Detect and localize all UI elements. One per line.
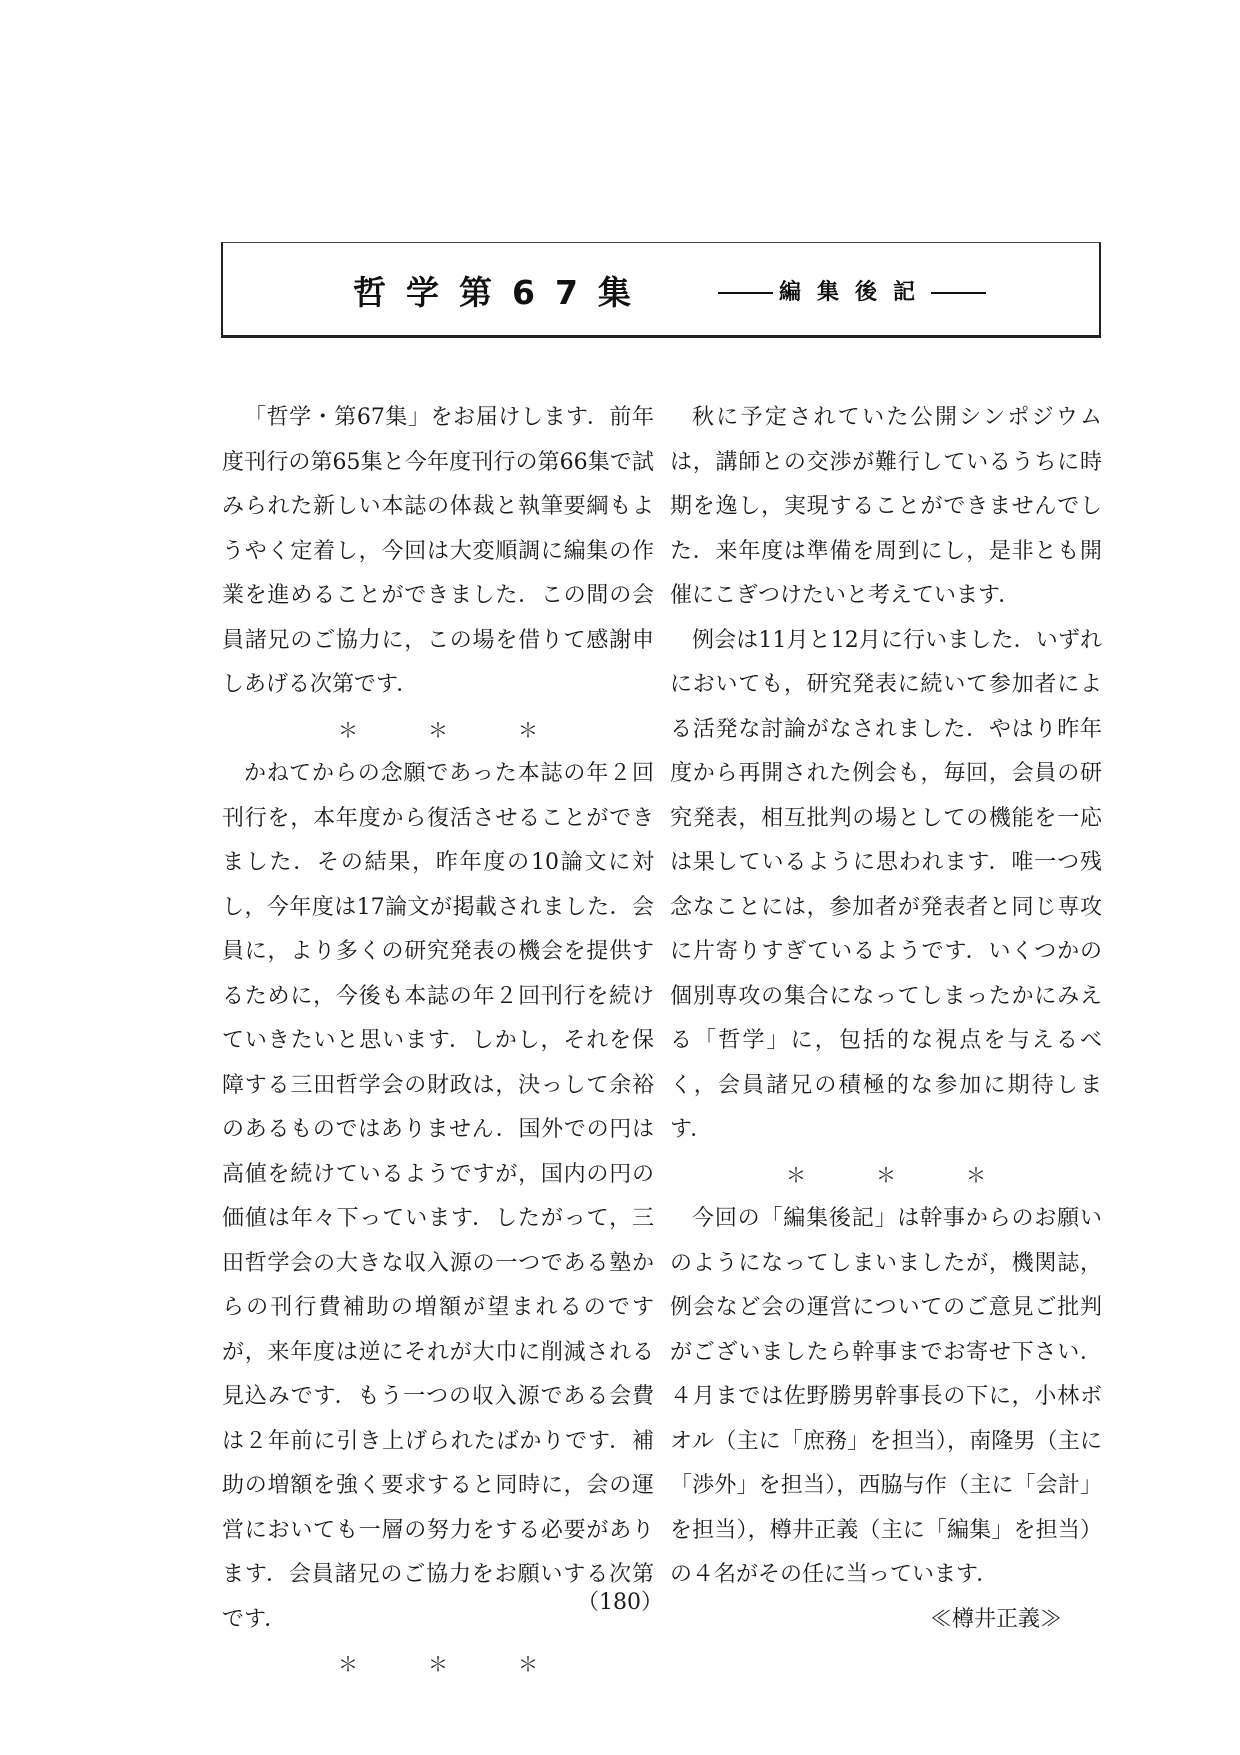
author-signature: ≪樽井正義≫ (929, 1606, 1062, 1632)
section-divider: ＊＊＊ (338, 1652, 608, 1676)
page-number: （180） (577, 1590, 663, 1615)
paragraph: 今回の「編集後記」は幹事からのお願いのようになってしまいましたが，機関誌，例会など会の運営についてのご意見ご批判がございましたら幹事までお寄せ下さい．４月までは佐野勝男幹事長の下に，小林ボオル（主に「庶務」を担当），南隆男（主に「渉外」を担当），西脇与作（主に「会計」を担当），樽井正義（主に「編集」を担当）の４名がその任に当っています． (670, 1206, 1102, 1587)
section-divider: ＊＊＊ (786, 1162, 1056, 1187)
left-column (222, 396, 654, 1687)
section-divider: ＊＊＊ (338, 717, 608, 742)
subtitle-dash-right (931, 292, 986, 294)
right-column (670, 396, 1102, 1642)
paragraph: かねてからの念願であった本誌の年２回刊行を，本年度から復活させることができました．その結果，昨年度の10論文に対し，今年度は17論文が掲載されました．会員に，より多くの研究発表の機会を提供するために，今後も本誌の年２回刊行を続けていきたいと思います．しかし，それを保障する三田哲学会の財政は，決っして余裕のあるものではありません．国外での円は高値を続けているようですが，国内の円の価値は年々下っています．したがって，三田哲学会の大きな収入源の一つである塾からの刊行費補助の増額が望まれるのですが，来年度は逆にそれが大巾に削減される見込みです．もう一つの収入源である会費は２年前に引き上げられたばかりです．補助の増額を強く要求すると同時に，会の運営においても一層の努力をする必要があります．会員諸兄のご協力をお願いする次第です． (222, 761, 654, 1632)
subtitle-text: 編集後記 (779, 280, 932, 305)
page-title: 哲学第67集 (353, 273, 651, 312)
subtitle-dash-left (718, 292, 773, 294)
page-subtitle (718, 275, 986, 306)
title-box (221, 242, 1101, 338)
paragraph: 秋に予定されていた公開シンポジウムは，講師との交渉が難行しているうちに時期を逸し，実現することができませんでした．来年度は準備を周到にし，是非とも開催にこぎつけたいと考えています． (670, 405, 1102, 608)
paragraph: 「哲学・第67集」をお届けします．前年度刊行の第65集と今年度刊行の第66集で試みられた新しい本誌の体裁と執筆要綱もようやく定着し，今回は大変順調に編集の作業を進めることができました．この間の会員諸兄のご協力に，この場を借りて感謝申しあげる次第です． (222, 405, 654, 697)
paragraph: 例会は11月と12月に行いました．いずれにおいても，研究発表に続いて参加者による活発な討論がなされました．やはり昨年度から再開された例会も，毎回，会員の研究発表，相互批判の場としての機能を一応は果しているように思われます．唯一つ残念なことには，参加者が発表者と同じ専攻に片寄りすぎているようです．いくつかの個別専攻の集合になってしまったかにみえる「哲学」に，包括的な視点を与えるべく，会員諸兄の積極的な参加に期待します． (670, 627, 1102, 1142)
